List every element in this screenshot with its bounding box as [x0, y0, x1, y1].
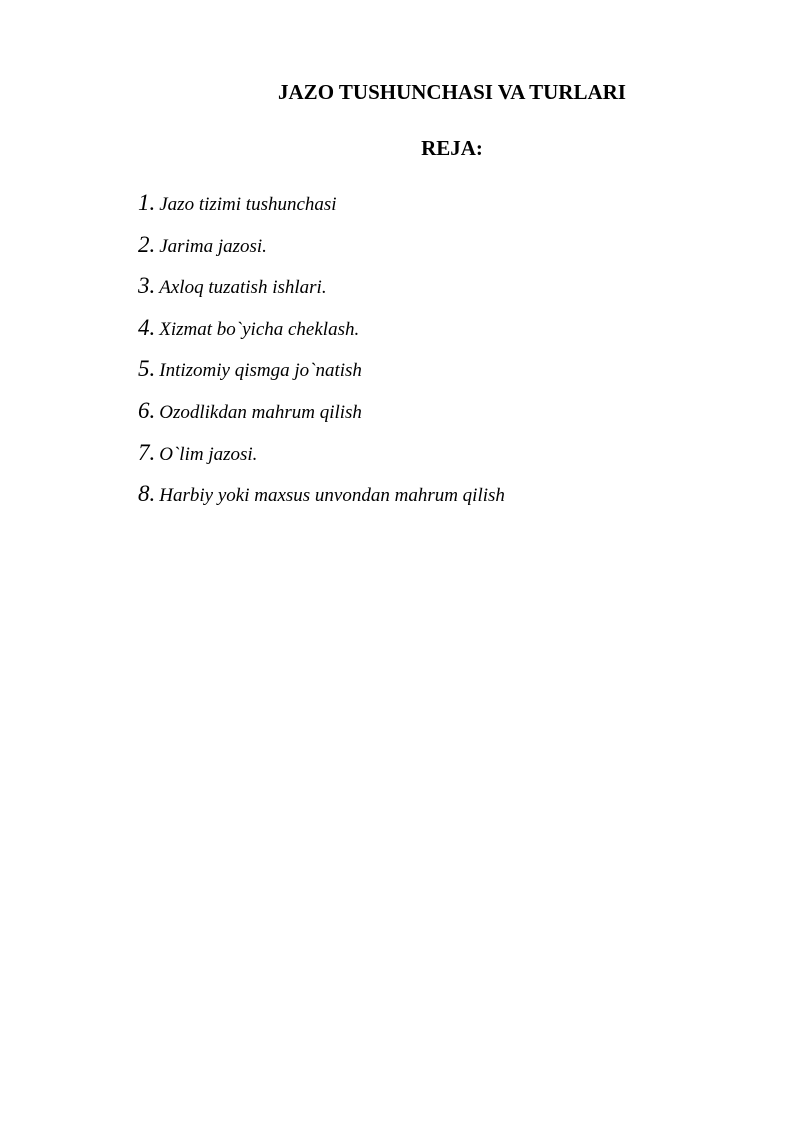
plan-item-number: 4.: [138, 314, 156, 340]
plan-item-text: Xizmat bo`yicha cheklash.: [159, 318, 360, 340]
plan-item: [138, 437, 738, 479]
plan-item-number: 1.: [138, 190, 156, 215]
plan-list: [138, 187, 738, 520]
plan-item-number: 8.: [138, 481, 156, 507]
plan-item-number: 2.: [138, 231, 156, 257]
plan-heading: REJA:: [421, 136, 483, 160]
plan-item: [138, 312, 738, 354]
plan-item-number: 7.: [138, 439, 156, 465]
plan-item-number: 5.: [138, 356, 156, 382]
plan-item: [138, 353, 738, 395]
plan-item-text: O`lim jazosi.: [159, 443, 258, 465]
plan-item-text: Jarima jazosi.: [159, 235, 267, 257]
plan-item: [138, 395, 738, 437]
plan-item-text: Ozodlikdan mahrum qilish: [159, 401, 362, 423]
plan-item-text: Axloq tuzatish ishlari.: [159, 277, 327, 299]
plan-item: [138, 187, 738, 229]
plan-item: [138, 270, 738, 312]
plan-item-number: 6.: [138, 397, 156, 423]
plan-item-text: Jazo tizimi tushunchasi: [159, 194, 337, 215]
plan-item-text: Intizomiy qismga jo`natish: [159, 360, 362, 382]
plan-item: [138, 229, 738, 271]
plan-item-text: Harbiy yoki maxsus unvondan mahrum qilish: [159, 485, 505, 507]
document-title: JAZO TUSHUNCHASI VA TURLARI: [278, 80, 626, 104]
plan-item: [138, 478, 738, 520]
plan-item-number: 3.: [138, 273, 156, 299]
